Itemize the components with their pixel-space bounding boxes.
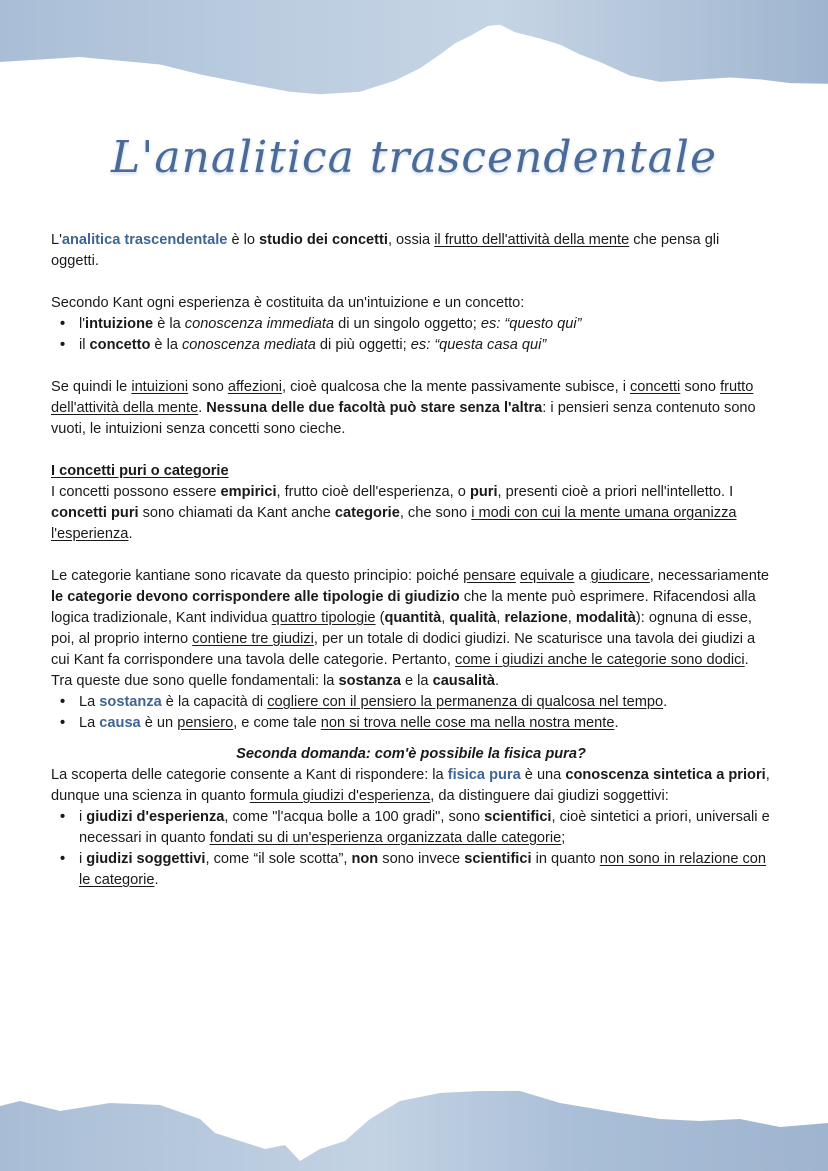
emphasized-text: cogliere con il pensiero la permanenza di qualcosa nel tempo xyxy=(267,694,664,710)
text-run: . xyxy=(128,526,133,542)
emphasized-text: le categorie devono corrispondere alle tipologie di giudizio xyxy=(51,589,460,605)
second-question-heading: Seconda domanda: com'è possibile la fisica pura? xyxy=(236,746,586,762)
emphasized-text: concetti puri xyxy=(51,505,139,521)
list-item xyxy=(79,713,771,734)
text-run: sono invece xyxy=(378,851,465,867)
text-run: che pensa gli oggetti. xyxy=(51,232,720,269)
emphasized-text: es: “questo qui” xyxy=(480,316,582,332)
text-run: il xyxy=(79,337,90,353)
watercolor-footer-decoration xyxy=(0,1061,828,1171)
text-run: è una xyxy=(520,767,566,783)
emphasized-text: scientifici xyxy=(484,809,552,825)
text-run: è la capacità di xyxy=(161,694,268,710)
text-run: di un singolo oggetto; xyxy=(334,316,481,332)
emphasized-text: studio dei concetti xyxy=(259,232,388,248)
text-run: e la xyxy=(400,673,433,689)
emphasized-text: contiene tre giudizi xyxy=(192,631,314,647)
text-run: , xyxy=(567,610,576,626)
text-run: , presenti cioè a priori nell'intelletto. I xyxy=(497,484,734,500)
intuition-concept-list xyxy=(51,314,771,356)
emphasized-text: concetti xyxy=(630,379,681,395)
text-run: ( xyxy=(375,610,385,626)
text-run: è lo xyxy=(227,232,260,248)
emphasized-text: intuizioni xyxy=(131,379,189,395)
emphasized-text: intuizione xyxy=(85,316,154,332)
text-run: è la xyxy=(153,316,185,332)
emphasized-text: qualità xyxy=(449,610,497,626)
emphasized-text: i modi con cui la mente umana organizza l'esperienza xyxy=(51,505,737,542)
list-item xyxy=(79,314,771,335)
text-run: a xyxy=(574,568,591,584)
emphasized-text: modalità xyxy=(575,610,636,626)
highlighted-term: fisica pura xyxy=(447,767,521,783)
categorie-paragraph xyxy=(51,566,771,692)
text-run: , dunque una scienza in quanto xyxy=(51,767,770,804)
emphasized-text: non si trova nelle cose ma nella nostra mente xyxy=(320,715,615,731)
text-run: , necessariamente xyxy=(649,568,770,584)
text-run: I concetti possono essere xyxy=(51,484,221,500)
section-heading-concetti-puri: I concetti puri o categorie xyxy=(51,463,229,479)
emphasized-text: empirici xyxy=(220,484,277,500)
text-run: ; xyxy=(561,830,566,846)
text-run: ): ognuna di esse, poi, al proprio interno xyxy=(51,610,752,647)
highlighted-term: sostanza xyxy=(99,694,162,710)
text-run: , e come tale xyxy=(233,715,321,731)
text-run: i xyxy=(79,851,87,867)
text-run: l' xyxy=(79,316,86,332)
text-run: i xyxy=(79,809,87,825)
text-run: , da distinguere dai giudizi soggettivi: xyxy=(430,788,669,804)
text-run: La xyxy=(79,694,100,710)
text-run: che la mente può esprimere. Rifacendosi alla logica tradizionale, Kant individua xyxy=(51,589,756,626)
emphasized-text: frutto dell'attività della mente xyxy=(51,379,754,416)
emphasized-text: non xyxy=(351,851,379,867)
text-run: , cioè sintetici a priori, universali e necessari in quanto xyxy=(79,809,770,846)
text-run: sono chiamati da Kant anche xyxy=(138,505,335,521)
page-title: L'analitica trascendentale xyxy=(111,132,717,183)
text-run: , per un totale di dodici giudizi. Ne scaturisce una tavola dei giudizi a cui Kant fa corrispondere una tavola delle categorie. Pertanto, xyxy=(51,631,756,668)
emphasized-text: puri xyxy=(469,484,498,500)
text-run: : i pensieri senza contenuto sono vuoti, le intuizioni senza concetti sono cieche. xyxy=(51,400,756,437)
text-run: La scoperta delle categorie consente a Kant di rispondere: la xyxy=(51,767,448,783)
text-run: Le categorie kantiane sono ricavate da questo principio: poiché xyxy=(51,568,464,584)
text-run: , frutto cioè dell'esperienza, o xyxy=(276,484,470,500)
emphasized-text: conoscenza immediata xyxy=(184,316,335,332)
text-run: , che sono xyxy=(399,505,472,521)
text-run: , ossia xyxy=(387,232,435,248)
list-item xyxy=(79,692,771,713)
list-item xyxy=(79,335,771,356)
emphasized-text: giudizi d'esperienza xyxy=(86,809,225,825)
document-body xyxy=(51,230,771,891)
text-run: . xyxy=(198,400,207,416)
text-run: di più oggetti; xyxy=(315,337,411,353)
text-run: è un xyxy=(140,715,178,731)
text-run: sono xyxy=(680,379,721,395)
emphasized-text: non sono in relazione con le categorie xyxy=(79,851,767,888)
emphasized-text: giudicare xyxy=(590,568,650,584)
intuizioni-paragraph xyxy=(51,377,771,440)
text-run: , come "l'acqua bolle a 100 gradi", sono xyxy=(224,809,485,825)
emphasized-text: come i giudizi anche le categorie sono dodici xyxy=(455,652,745,668)
text-run: è la xyxy=(150,337,182,353)
highlighted-term: analitica trascendentale xyxy=(61,232,228,248)
emphasized-text: pensiero xyxy=(177,715,234,731)
text-run: , come “il sole scotta”, xyxy=(205,851,352,867)
fisica-paragraph xyxy=(51,765,771,807)
text-run: Se quindi le xyxy=(51,379,132,395)
text-run: in quanto xyxy=(531,851,600,867)
list-item xyxy=(79,849,771,891)
giudizi-list xyxy=(51,807,771,891)
emphasized-text: sostanza xyxy=(338,673,401,689)
text-run: . xyxy=(614,715,619,731)
text-run: , xyxy=(496,610,505,626)
emphasized-text: formula giudizi d'esperienza xyxy=(249,788,431,804)
emphasized-text: causalità xyxy=(432,673,496,689)
text-run: . xyxy=(663,694,668,710)
emphasized-text: giudizi soggettivi xyxy=(86,851,206,867)
emphasized-text: pensare xyxy=(463,568,516,584)
text-run: , cioè qualcosa che la mente passivamente subisce, i xyxy=(281,379,630,395)
emphasized-text: equivale xyxy=(519,568,575,584)
emphasized-text: il frutto dell'attività della mente xyxy=(434,232,630,248)
emphasized-text: Nessuna delle due facoltà può stare senza l'altra xyxy=(206,400,543,416)
text-run: sono xyxy=(188,379,228,395)
emphasized-text: relazione xyxy=(504,610,568,626)
emphasized-text: quattro tipologie xyxy=(271,610,376,626)
emphasized-text: conoscenza mediata xyxy=(182,337,316,353)
emphasized-text: scientifici xyxy=(464,851,532,867)
text-run: L' xyxy=(51,232,62,248)
kant-lead xyxy=(51,293,771,314)
concetti-paragraph xyxy=(51,482,771,545)
text-run: La xyxy=(79,715,100,731)
watercolor-header-decoration xyxy=(0,0,828,110)
emphasized-text: concetto xyxy=(89,337,151,353)
intro-paragraph xyxy=(51,230,771,272)
emphasized-text: es: “questa casa qui” xyxy=(410,337,547,353)
text-run: , xyxy=(441,610,450,626)
emphasized-text: categorie xyxy=(334,505,400,521)
highlighted-term: causa xyxy=(99,715,141,731)
text-run: Secondo Kant ogni esperienza è costituita da un'intuizione e un concetto: xyxy=(51,295,525,311)
text-run: . xyxy=(495,673,500,689)
sostanza-causa-list xyxy=(51,692,771,734)
emphasized-text: fondati su di un'esperienza organizzata dalle categorie xyxy=(209,830,562,846)
emphasized-text: affezioni xyxy=(227,379,282,395)
list-item xyxy=(79,807,771,849)
text-run: . xyxy=(154,872,159,888)
text-run: . Tra queste due sono quelle fondamentali: la xyxy=(51,652,749,689)
emphasized-text: conoscenza sintetica a priori xyxy=(565,767,766,783)
emphasized-text: quantità xyxy=(384,610,442,626)
